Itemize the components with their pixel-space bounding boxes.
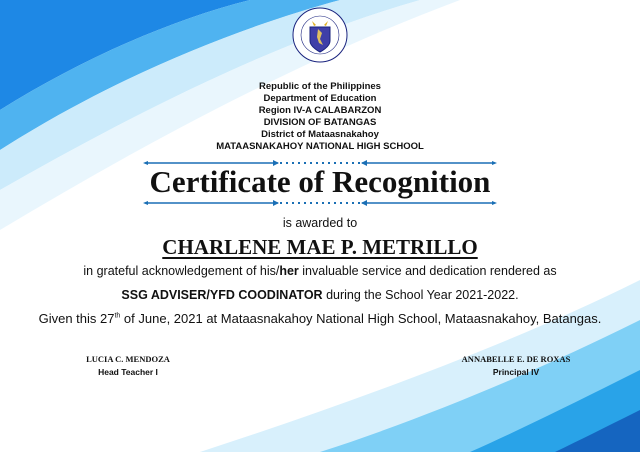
given-line (0, 311, 640, 326)
certificate-title: Certificate of Recognition (149, 164, 491, 199)
header-line: District of Mataasnakahoy (261, 129, 379, 140)
acknowledgement-line (0, 264, 640, 278)
text: in grateful acknowledgement of his/ (83, 264, 280, 278)
ordinal: th (114, 312, 121, 320)
header-line: Region IV-A CALABARZON (258, 105, 382, 116)
text-bold: her (279, 264, 299, 278)
header-line: Department of Education (263, 93, 377, 104)
signatory-name: LUCIA C. MENDOZA (86, 354, 170, 364)
awarded-to-text: is awarded to (282, 216, 358, 230)
agency-header (0, 81, 640, 153)
signatory-name: ANNABELLE E. DE ROXAS (461, 354, 571, 364)
text: invaluable service and dedication rendered as (298, 264, 557, 278)
signatory-role: Principal IV (492, 367, 540, 377)
recipient-name: CHARLENE MAE P. METRILLO (162, 235, 478, 259)
header-line: DIVISION OF BATANGAS (263, 117, 377, 128)
header-line: MATAASNAKAHOY NATIONAL HIGH SCHOOL (216, 141, 424, 152)
role-line (0, 288, 640, 302)
header-line: Republic of the Philippines (259, 81, 381, 92)
role: SSG ADVISER/YFD COODINATOR (121, 288, 323, 302)
signatory-2 (416, 354, 616, 377)
text: Given this 27 (38, 311, 115, 326)
signatory-role: Head Teacher I (98, 367, 158, 377)
signatory-1 (28, 354, 228, 377)
text: during the School Year 2021-2022. (322, 288, 519, 302)
bottom-divider (143, 200, 497, 206)
text: of June, 2021 at Mataasnakahoy National High School, Mataasnakahoy, Batangas. (120, 311, 602, 326)
deped-seal-logo (292, 7, 348, 63)
